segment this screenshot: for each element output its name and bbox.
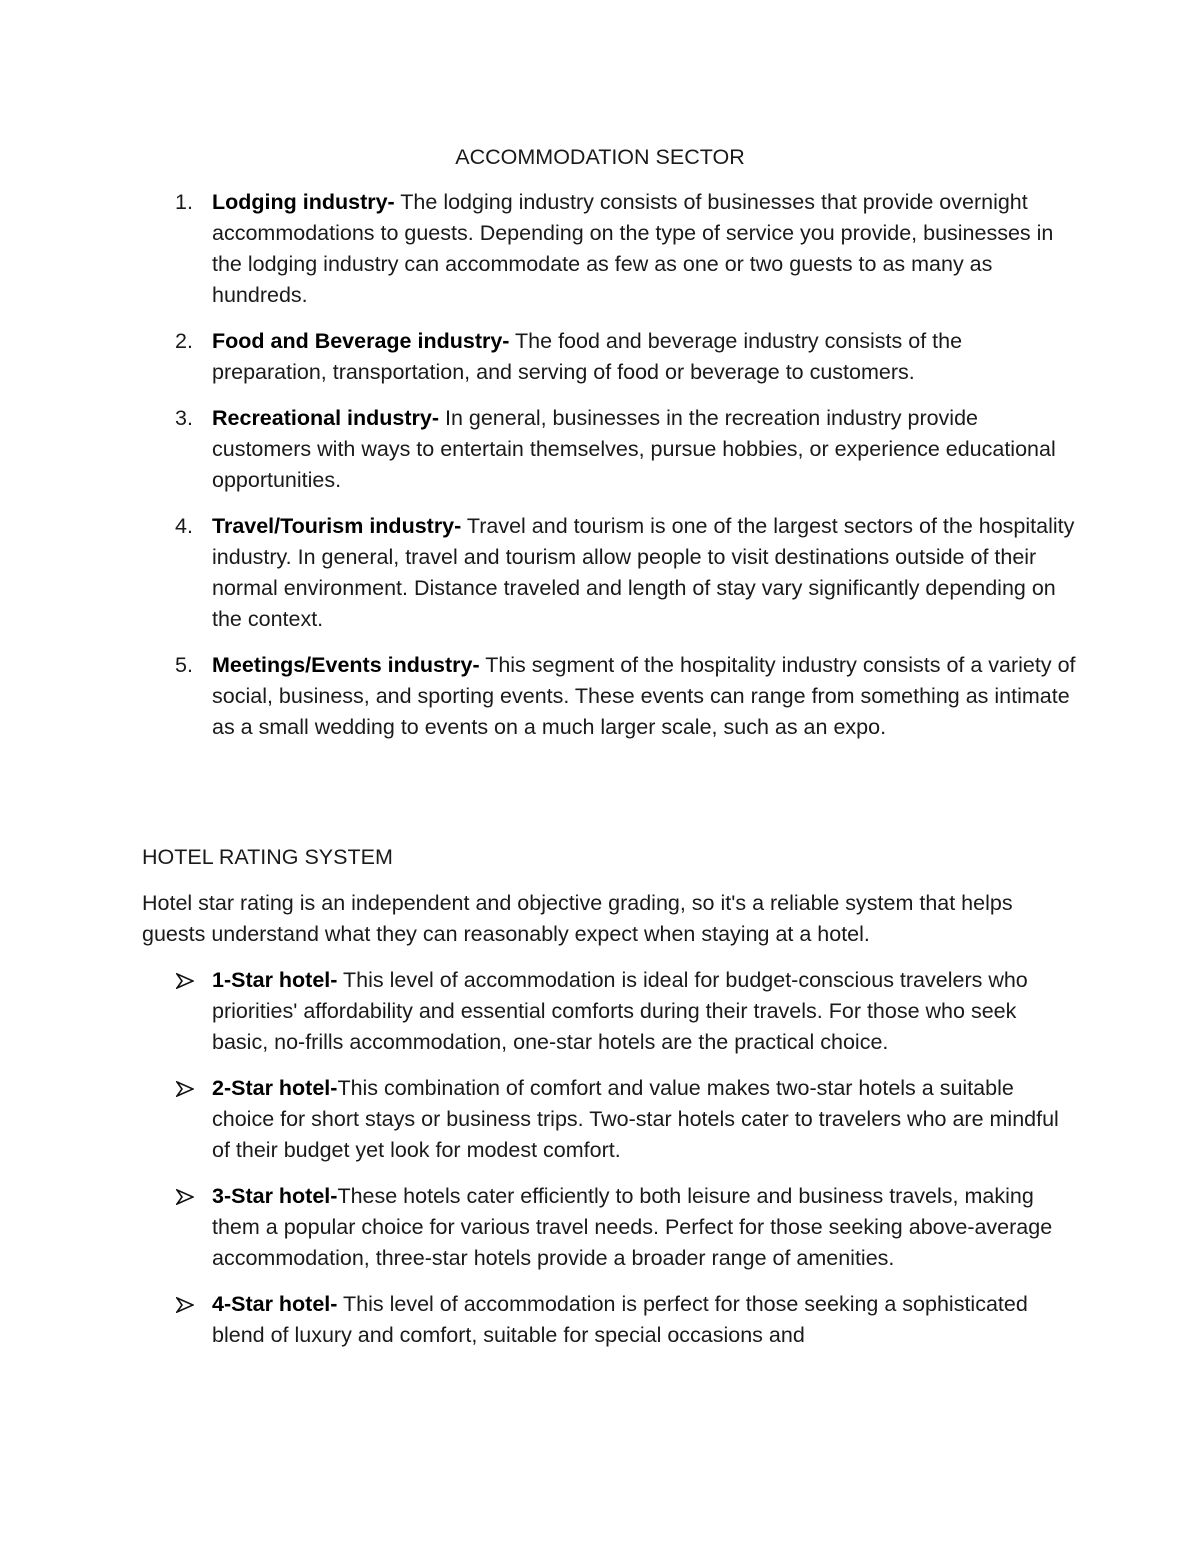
item-term: 1-Star hotel- — [212, 968, 338, 992]
list-number: 4. — [175, 514, 193, 538]
page-title: ACCOMMODATION SECTOR — [455, 145, 745, 169]
list-number: 1. — [175, 190, 193, 214]
list-item — [0, 1073, 1200, 1166]
arrow-bullet-icon — [176, 973, 194, 989]
list-number: 5. — [175, 653, 193, 677]
list-item — [0, 1181, 1200, 1274]
section-heading: HOTEL RATING SYSTEM — [142, 845, 393, 869]
industry-list — [0, 187, 1200, 758]
list-item — [0, 965, 1200, 1058]
arrow-bullet-icon — [176, 1081, 194, 1097]
item-text: The lodging industry consists of businesses that provide overnight accommodations to guests. Depending on the type of service you provide, businesses in the lodging industry can accommodate as few as one or two guests to as many as hundreds. — [212, 190, 1054, 307]
list-item — [0, 650, 1200, 743]
item-term: 3-Star hotel- — [212, 1184, 338, 1208]
item-text: These hotels cater efficiently to both leisure and business travels, making them a popular choice for various travel needs. Perfect for those seeking above-average accommodation, three-star hotels provide a broader range of amenities. — [212, 1184, 1053, 1270]
item-text: Travel and tourism is one of the largest sectors of the hospitality industry. In general, travel and tourism allow people to visit destinations outside of their normal environment. Distance traveled and length of stay vary significantly depending on the context. — [212, 514, 1075, 631]
rating-list — [0, 965, 1200, 1366]
item-text: In general, businesses in the recreation industry provide customers with ways to entertain themselves, pursue hobbies, or experience educational opportunities. — [212, 406, 1056, 492]
item-term: 4-Star hotel- — [212, 1292, 338, 1316]
list-number: 2. — [175, 329, 193, 353]
item-term: Food and Beverage industry- — [212, 329, 510, 353]
list-number: 3. — [175, 406, 193, 430]
item-text: The food and beverage industry consists of the preparation, transportation, and serving of food or beverage to customers. — [212, 329, 963, 384]
list-item — [0, 326, 1200, 388]
item-term: Travel/Tourism industry- — [212, 514, 462, 538]
intro-paragraph: Hotel star rating is an independent and objective grading, so it's a reliable system that helps guests understand what they can reasonably expect when staying at a hotel. — [142, 891, 1013, 946]
arrow-bullet-icon — [176, 1297, 194, 1313]
item-term: 2-Star hotel- — [212, 1076, 338, 1100]
arrow-bullet-icon — [176, 1189, 194, 1205]
item-text: This segment of the hospitality industry consists of a variety of social, business, and sporting events. These events can range from something as intimate as a small wedding to events on a much larger scale, such as an expo. — [212, 653, 1076, 739]
item-term: Meetings/Events industry- — [212, 653, 480, 677]
item-term: Recreational industry- — [212, 406, 439, 430]
list-item — [0, 187, 1200, 311]
list-item — [0, 1289, 1200, 1351]
list-item — [0, 511, 1200, 635]
item-text: This level of accommodation is perfect for those seeking a sophisticated blend of luxury and comfort, suitable for special occasions and — [212, 1292, 1028, 1347]
item-text: This combination of comfort and value makes two-star hotels a suitable choice for short stays or business trips. Two-star hotels cater to travelers who are mindful of their budget yet look for modest comfort. — [212, 1076, 1059, 1162]
item-text: This level of accommodation is ideal for budget-conscious travelers who priorities' affordability and essential comforts during their travels. For those who seek basic, no-frills accommodation, one-star hotels are the practical choice. — [212, 968, 1028, 1054]
item-term: Lodging industry- — [212, 190, 395, 214]
list-item — [0, 403, 1200, 496]
